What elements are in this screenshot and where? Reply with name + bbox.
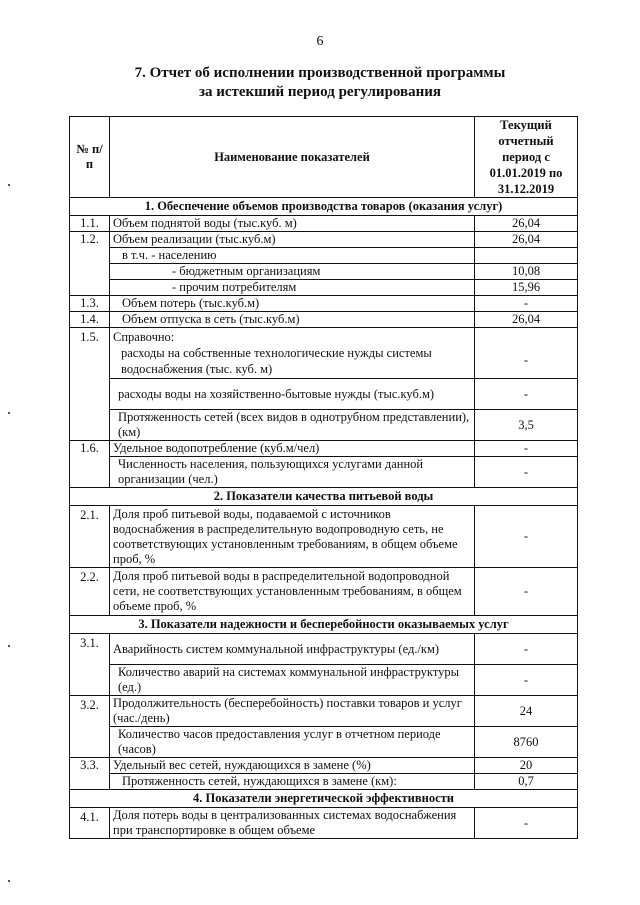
row-num: 1.2. xyxy=(70,232,110,248)
row-value: 26,04 xyxy=(475,216,578,232)
row-name: Доля проб питьевой воды, подаваемой с источников водоснабжения в распределительную водопроводную сеть, не соответствующих установленным требованиям, в общем объеме проб, % xyxy=(110,506,475,568)
row-name: Объем отпуска в сеть (тыс.куб.м) xyxy=(110,312,475,328)
table-row xyxy=(70,665,578,696)
section-1-title: 1. Обеспечение объемов производства товаров (оказания услуг) xyxy=(70,198,578,216)
section-4-title: 4. Показатели энергетической эффективности xyxy=(70,790,578,808)
row-value: 15,96 xyxy=(475,280,578,296)
row-num xyxy=(70,379,110,410)
table-row xyxy=(70,248,578,264)
table-row xyxy=(70,634,578,665)
row-name: расходы воды на хозяйственно-бытовые нужды (тыс.куб.м) xyxy=(110,379,475,410)
section-row xyxy=(70,616,578,634)
header-row xyxy=(70,117,578,198)
row-value: 26,04 xyxy=(475,232,578,248)
table-row xyxy=(70,441,578,457)
row-num xyxy=(70,264,110,280)
row-value: 26,04 xyxy=(475,312,578,328)
section-row xyxy=(70,198,578,216)
title-line-2: за истекший период регулирования xyxy=(198,84,442,100)
section-row xyxy=(70,790,578,808)
row-num xyxy=(70,665,110,696)
row-num: 3.3. xyxy=(70,758,110,774)
row-value: 20 xyxy=(475,758,578,774)
row-name: в т.ч. - населению xyxy=(110,248,475,264)
report-title xyxy=(0,64,640,102)
row-num xyxy=(70,457,110,488)
table-row xyxy=(70,280,578,296)
table-row xyxy=(70,808,578,839)
row-name: Протяженность сетей (всех видов в однотрубном представлении), (км) xyxy=(110,410,475,441)
row-num: 1.3. xyxy=(70,296,110,312)
section-2-title: 2. Показатели качества питьевой воды xyxy=(70,488,578,506)
row-name: Количество часов предоставления услуг в отчетном периоде (часов) xyxy=(110,727,475,758)
row-value: - xyxy=(475,441,578,457)
section-row xyxy=(70,488,578,506)
row-name: Доля проб питьевой воды в распределительной водопроводной сети, не соответствующих установленным требованиям, в общем объеме проб, % xyxy=(110,568,475,616)
row-num: 2.2. xyxy=(70,568,110,616)
row-num xyxy=(70,727,110,758)
row-num: 1.5. xyxy=(70,328,110,379)
row-value: - xyxy=(475,634,578,665)
row-value: 3,5 xyxy=(475,410,578,441)
row-name: Удельный вес сетей, нуждающихся в замене (%) xyxy=(110,758,475,774)
row-name: - прочим потребителям xyxy=(110,280,475,296)
row-num: 1.6. xyxy=(70,441,110,457)
row-name: Объем поднятой воды (тыс.куб. м) xyxy=(110,216,475,232)
report-table xyxy=(69,116,578,839)
table-row xyxy=(70,232,578,248)
table-row xyxy=(70,568,578,616)
header-num: № п/п xyxy=(70,117,110,198)
row-name: Удельное водопотребление (куб.м/чел) xyxy=(110,441,475,457)
table-row xyxy=(70,216,578,232)
row-num: 1.4. xyxy=(70,312,110,328)
row-name: Объем потерь (тыс.куб.м) xyxy=(110,296,475,312)
row-num xyxy=(70,248,110,264)
scan-mark xyxy=(8,412,10,414)
table-row xyxy=(70,696,578,727)
table-row xyxy=(70,758,578,774)
row-value: - xyxy=(475,808,578,839)
row-value: - xyxy=(475,665,578,696)
table-row xyxy=(70,312,578,328)
reference-item: расходы на собственные технологические нужды системы водоснабжения (тыс. куб. м) xyxy=(121,346,432,376)
row-num: 3.2. xyxy=(70,696,110,727)
row-value: - xyxy=(475,568,578,616)
row-name: Количество аварий на системах коммунальной инфраструктуры (ед.) xyxy=(110,665,475,696)
row-value: - xyxy=(475,457,578,488)
table-row xyxy=(70,264,578,280)
table-row xyxy=(70,727,578,758)
reference-label: Справочно: xyxy=(113,330,175,344)
title-line-1: 7. Отчет об исполнении производственной программы xyxy=(134,65,506,81)
row-name: Доля потерь воды в централизованных системах водоснабжения при транспортировке в общем объеме xyxy=(110,808,475,839)
row-value: - xyxy=(475,506,578,568)
row-num: 4.1. xyxy=(70,808,110,839)
row-num: 3.1. xyxy=(70,634,110,665)
row-name: Аварийность систем коммунальной инфраструктуры (ед./км) xyxy=(110,634,475,665)
table-row xyxy=(70,328,578,379)
row-name: Объем реализации (тыс.куб.м) xyxy=(110,232,475,248)
table-row xyxy=(70,506,578,568)
row-name: Численность населения, пользующихся услугами данной организации (чел.) xyxy=(110,457,475,488)
row-num xyxy=(70,280,110,296)
table-row xyxy=(70,410,578,441)
row-num xyxy=(70,410,110,441)
section-3-title: 3. Показатели надежности и бесперебойности оказываемых услуг xyxy=(70,616,578,634)
header-value: Текущий отчетный период с 01.01.2019 по 31.12.2019 xyxy=(475,117,578,198)
row-value: 8760 xyxy=(475,727,578,758)
table-row xyxy=(70,296,578,312)
scan-mark xyxy=(8,184,10,186)
table-row xyxy=(70,379,578,410)
row-name: Продолжительность (бесперебойность) поставки товаров и услуг (час./день) xyxy=(110,696,475,727)
row-value: - xyxy=(475,296,578,312)
page-number: 6 xyxy=(316,34,324,49)
row-value xyxy=(475,248,578,264)
scan-mark xyxy=(8,880,10,882)
row-value: 0,7 xyxy=(475,774,578,790)
row-value: 10,08 xyxy=(475,264,578,280)
row-value: - xyxy=(475,379,578,410)
row-num: 1.1. xyxy=(70,216,110,232)
row-value: 24 xyxy=(475,696,578,727)
scan-mark xyxy=(8,645,10,647)
row-num: 2.1. xyxy=(70,506,110,568)
table-row xyxy=(70,457,578,488)
row-value: - xyxy=(475,328,578,379)
row-name: Протяженность сетей, нуждающихся в замене (км): xyxy=(110,774,475,790)
row-name: - бюджетным организациям xyxy=(110,264,475,280)
row-num xyxy=(70,774,110,790)
table-row xyxy=(70,774,578,790)
header-name: Наименование показателей xyxy=(110,117,475,198)
row-name xyxy=(110,328,475,379)
